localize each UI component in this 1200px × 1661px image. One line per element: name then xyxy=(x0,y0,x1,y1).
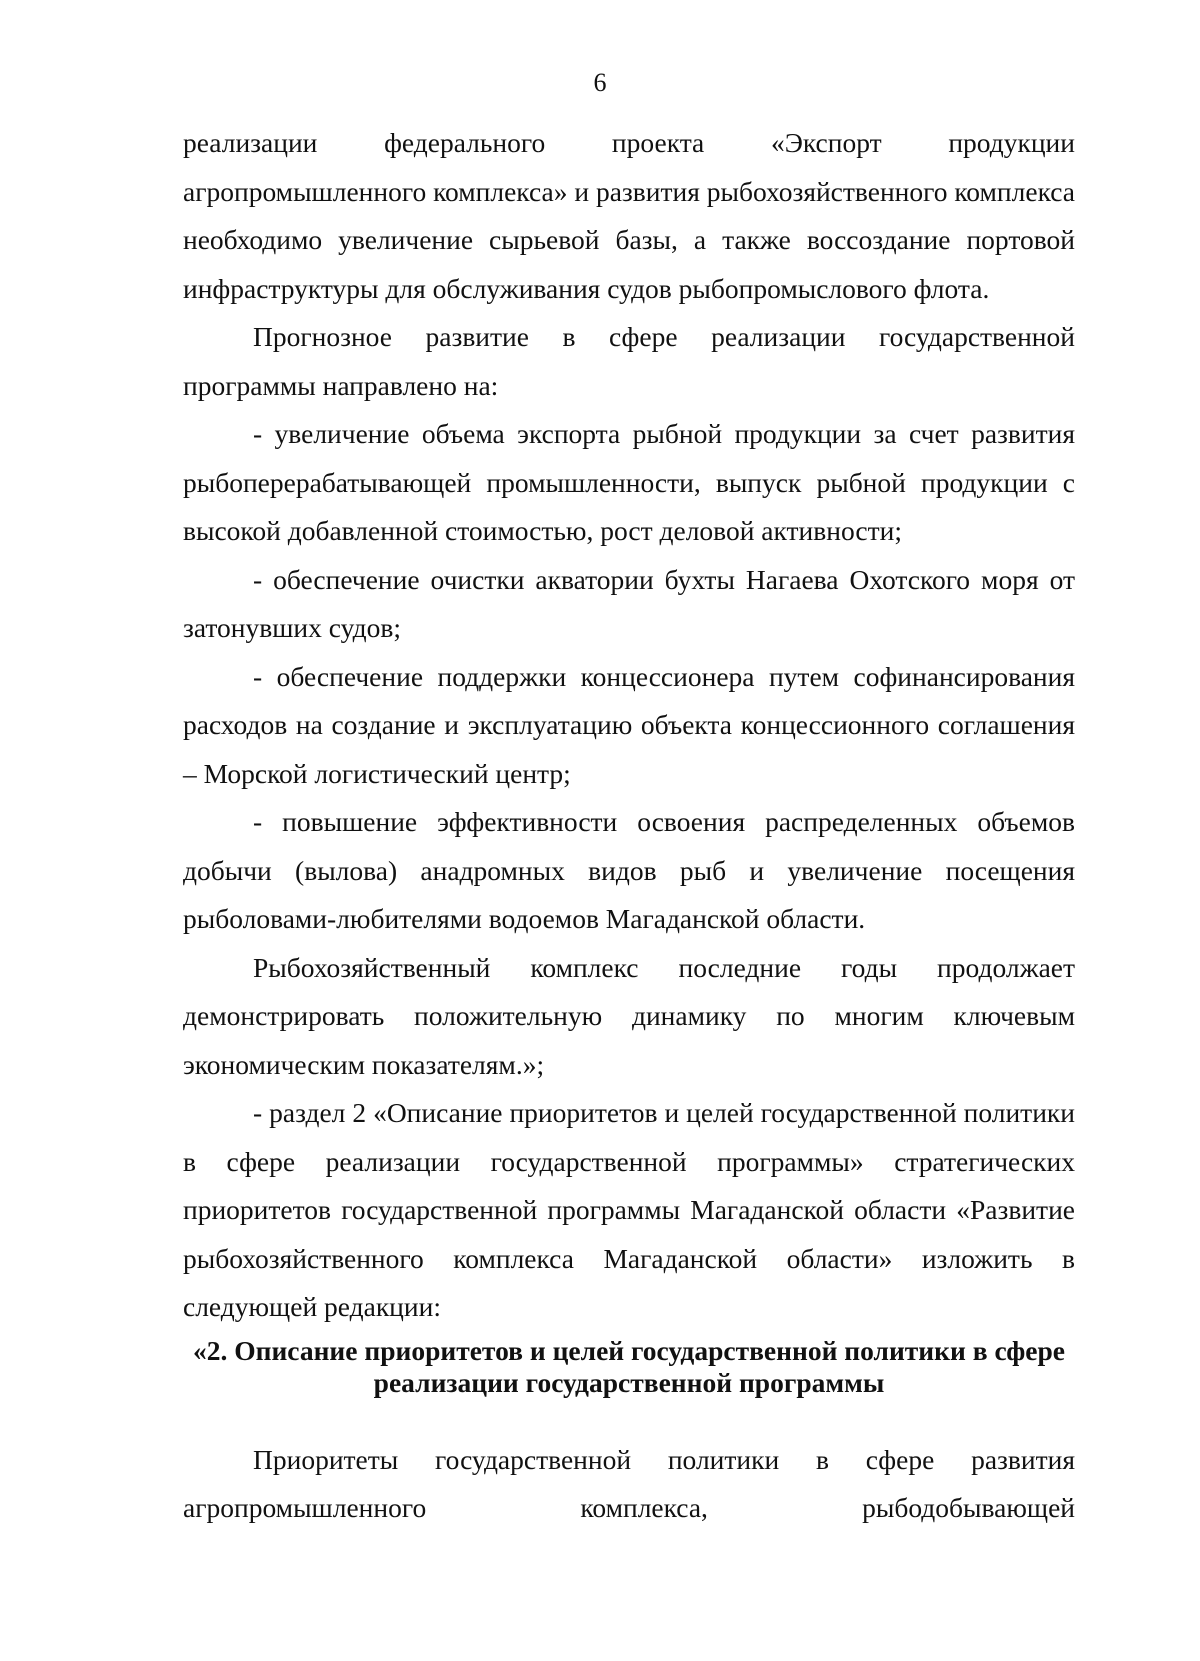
paragraph-priorities: Приоритеты государственной политики в сфере развития агропромышленного комплекса, рыбодобывающей xyxy=(183,1443,1075,1523)
document-body xyxy=(183,119,1075,1533)
paragraph-continuation: реализации федерального проекта «Экспорт продукции агропромышленного комплекса» и развития рыбохозяйственного комплекса необходимо увеличение сырьевой базы, а также воссоздание портовой инфраструктуры для обслуживания судов рыбопромыслового флота. xyxy=(183,127,1076,304)
page-number: 6 xyxy=(593,68,607,97)
section-heading-line1: «2. Описание приоритетов и целей государственной политики в сфере xyxy=(192,1334,1066,1366)
paragraph-forecast: Прогнозное развитие в сфере реализации государственной программы направлено на: xyxy=(183,321,1075,401)
list-item-efficiency: - повышение эффективности освоения распределенных объемов добычи (вылова) анадромных видов рыб и увеличение посещения рыболовами-любителями водоемов Магаданской области. xyxy=(183,806,1075,934)
section-heading-line2: реализации государственной программы xyxy=(373,1366,885,1398)
paragraph-complex-dynamics: Рыбохозяйственный комплекс последние годы продолжает демонстрировать положительную динамику по многим ключевым экономическим показателям.»; xyxy=(183,951,1075,1080)
list-item-concession: - обеспечение поддержки концессионера путем софинансирования расходов на создание и эксплуатацию объекта концессионного соглашения – Морской логистический центр; xyxy=(183,660,1075,789)
list-item-bay-cleanup: - обеспечение очистки акватории бухты Нагаева Охотского моря от затонувших судов; xyxy=(183,563,1075,643)
section-heading xyxy=(183,1335,1075,1399)
paragraph-section-change: - раздел 2 «Описание приоритетов и целей государственной политики в сфере реализации государственной программы» стратегических приоритетов государственной программы Магаданской области «Развитие рыбохозяйственного комплекса Магаданской области» изложить в следующей редакции: xyxy=(183,1097,1075,1322)
list-item-export: - увеличение объема экспорта рыбной продукции за счет развития рыбоперерабатывающей промышленности, выпуск рыбной продукции с высокой добавленной стоимостью, рост деловой активности; xyxy=(183,418,1075,546)
